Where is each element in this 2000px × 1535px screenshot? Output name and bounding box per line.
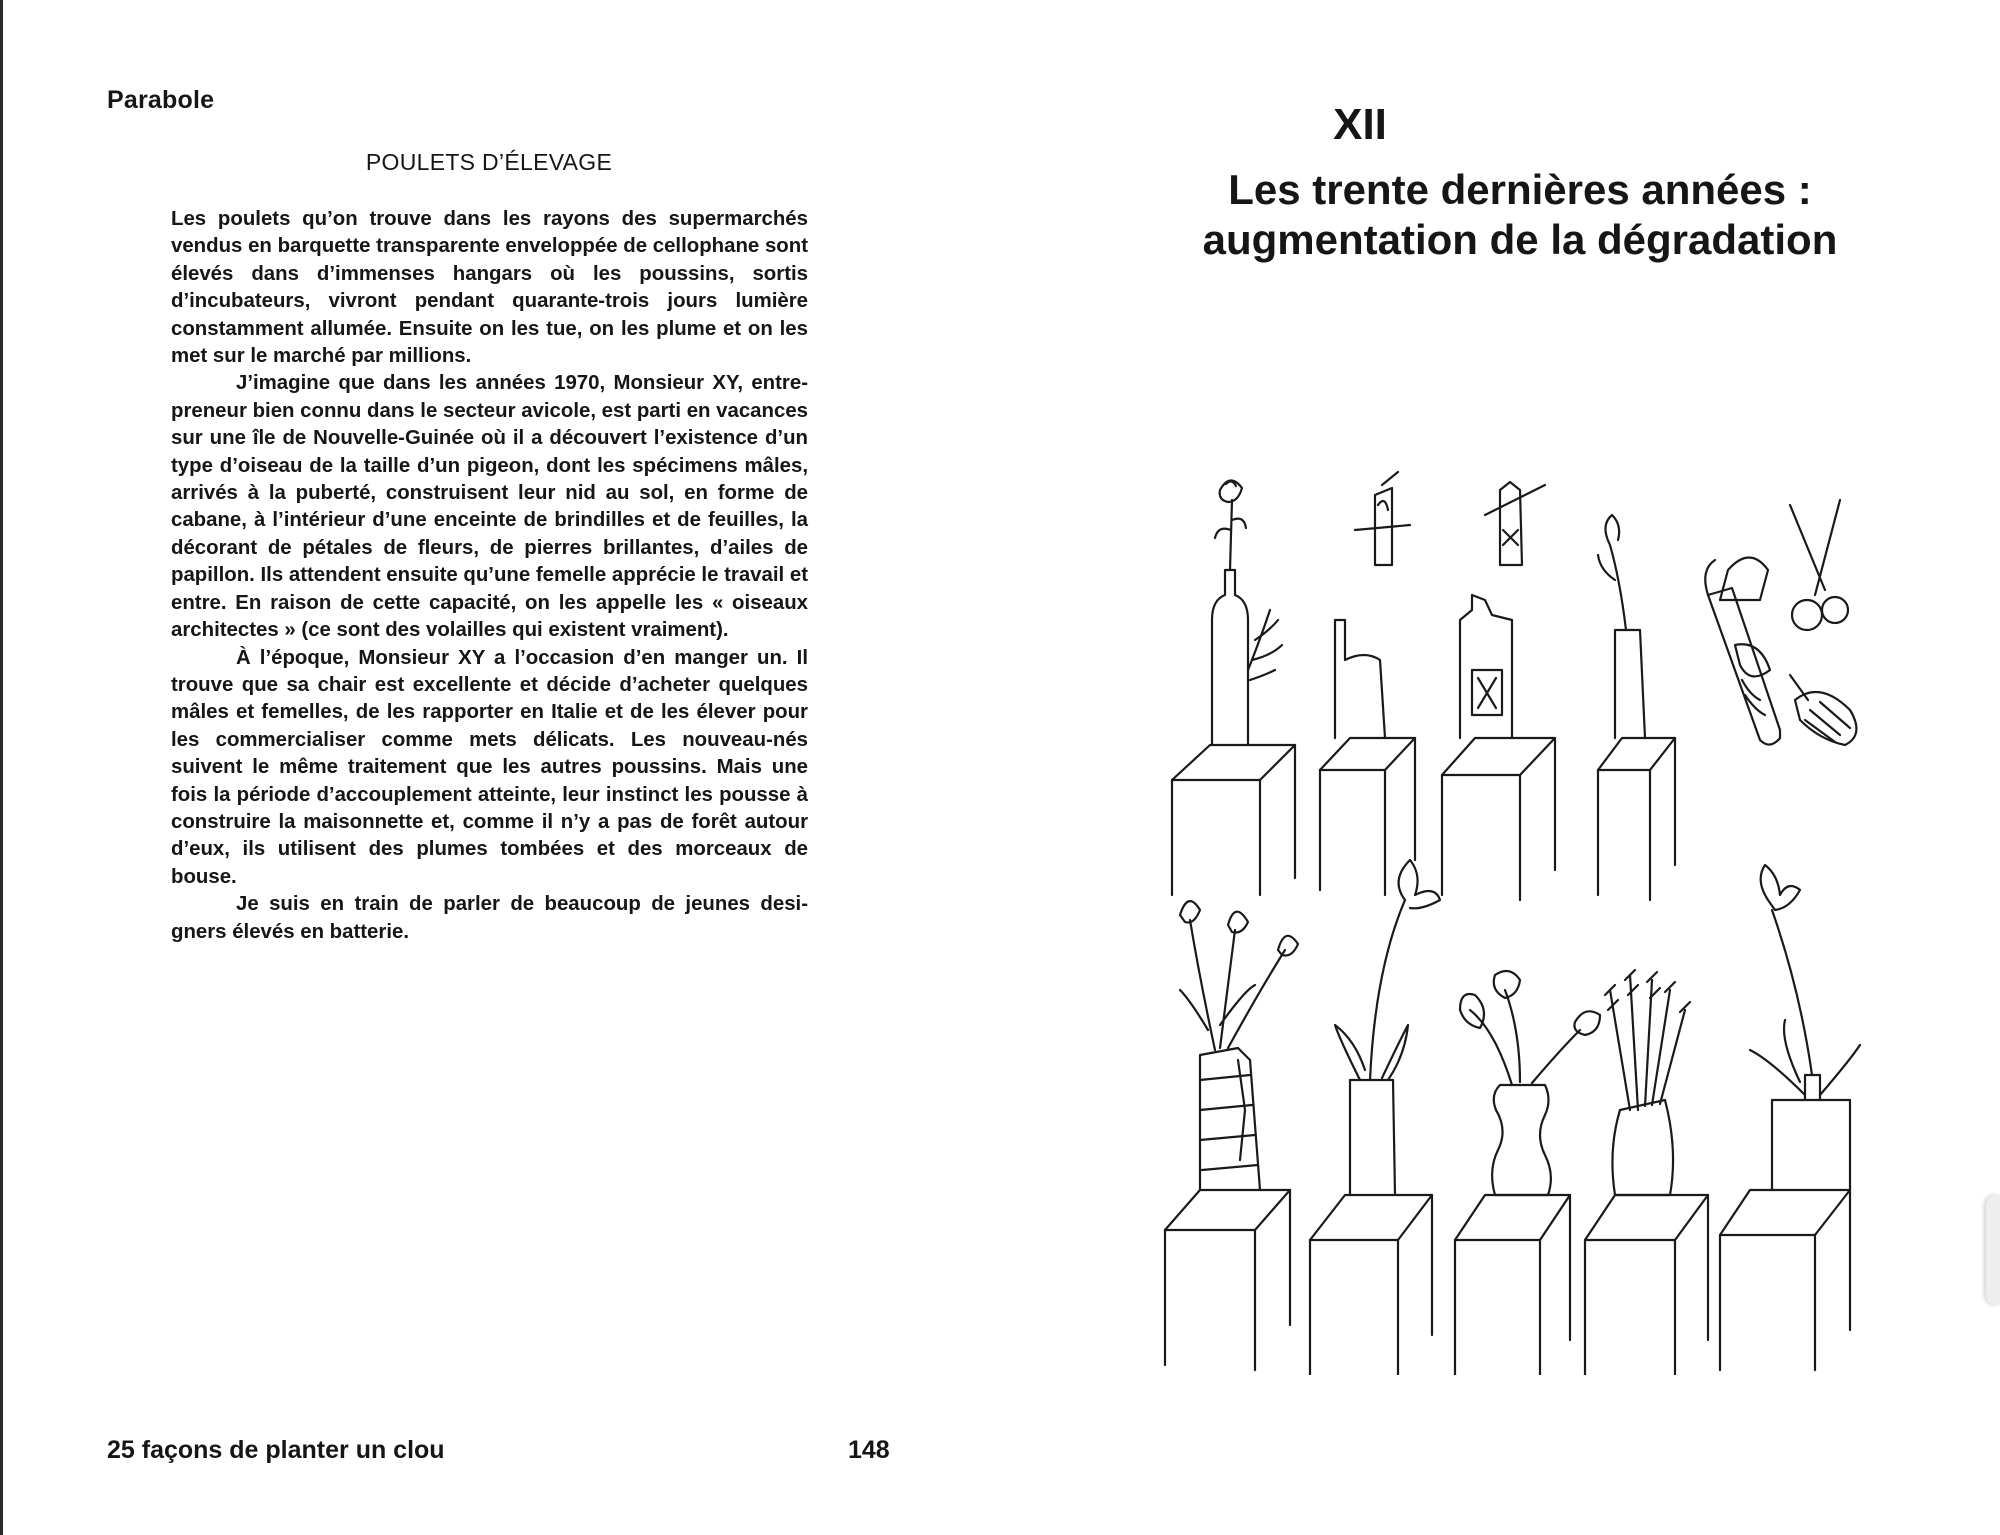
page-curl-handle[interactable]: [1986, 1195, 2000, 1305]
lower-vases: [1180, 860, 1860, 1195]
paragraph-1: Les poulets qu’on trouve dans les rayons des supermarchés vendus en barquette transparente enveloppée de cellophane sont élevés dans d’immenses hangars où les poussins, sortis d’incubateurs, vivront pendant quarante-trois jours lumière constamment allumée. Ensuite on les tue, on les plume et on les met sur le marché par millions.: [171, 208, 808, 368]
chapter-number: XII: [1333, 100, 1387, 149]
vases-drawing: [1160, 470, 1880, 1375]
running-head: Parabole: [107, 86, 215, 114]
page-number: 148: [848, 1436, 890, 1464]
vases-illustration: [1160, 470, 1880, 1375]
footer-book-title: 25 façons de planter un clou: [107, 1436, 445, 1464]
body-text: [171, 206, 808, 946]
lower-pedestals: [1165, 1190, 1850, 1375]
paragraph-2: J’imagine que dans les années 1970, Monsieur XY, entrepreneur bien connu dans le secteur avicole, est parti en vacances sur une île de Nouvelle-Guinée où il a découvert l’existence d’un type d’oiseau de la taille d’un pigeon, dont les spécimens mâles, arrivés à la puberté, construisent leur nid au sol, en forme de cabane, à l’intérieur d’une enceinte de brindilles et de feuilles, la décorant de pétales de fleurs, de pierres brillantes, d’ailes de papillon. Ils attendent ensuite qu’une femelle apprécie le travail et entre. En raison de cette capacité, on les appelle les « oiseaux architectes » (ce sont des volailles qui existent vraiment).: [171, 372, 808, 642]
chapter-title-line-2: augmentation de la dégradation: [1202, 216, 1838, 263]
upper-pedestals: [1172, 738, 1675, 900]
chapter-title-line-1: Les trente dernières années :: [1228, 166, 1812, 213]
chapter-title: [1150, 165, 1890, 265]
upper-vases: [1212, 472, 1856, 745]
paragraph-3: À l’époque, Monsieur XY a l’occasion d’en manger un. Il trouve que sa chair est excellente et décide d’acheter quelques mâles et femelles, de les rapporter en Italie et de les élever pour les commercialiser comme mets délicats. Les nouveau-nés suivent le même traitement que les autres poussins. Mais une fois la période d’accouplement atteinte, leur instinct les pousse à construire la maisonnette et, comme il n’y a pas de forêt autour d’eux, ils utilisent des plumes tombées et des morceaux de bouse.: [171, 646, 808, 888]
section-title: POULETS D’ÉLEVAGE: [365, 149, 613, 175]
paragraph-4: Je suis en train de parler de beaucoup de jeunes designers élevés en batterie.: [171, 893, 808, 943]
